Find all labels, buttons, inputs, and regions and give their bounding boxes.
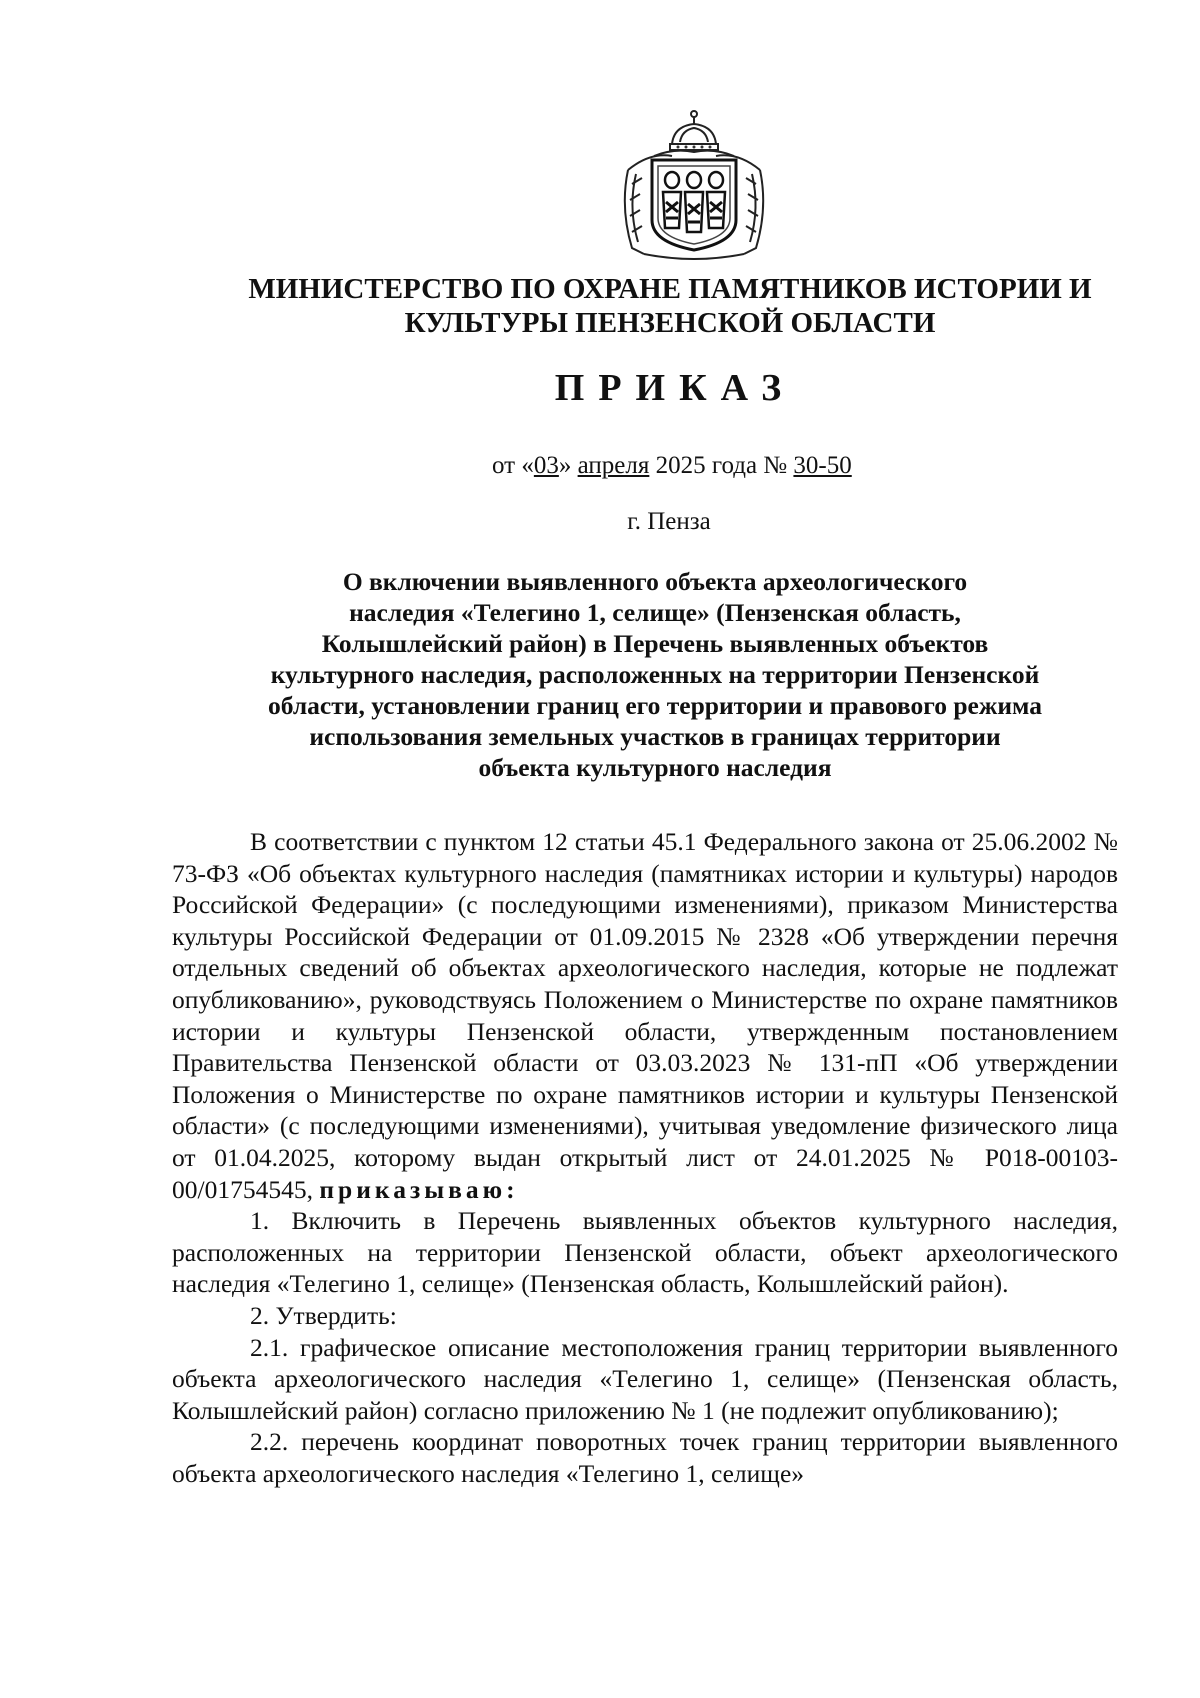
title-line: культурного наследия, расположенных на территории Пензенской — [270, 660, 1040, 689]
item-1: 1. Включить в Перечень выявленных объектов культурного наследия, расположенных на территории Пензенской области, объект археологического наследия «Телегино 1, селище» (Пензенская область, Колышлейский район). — [172, 1206, 1118, 1299]
order-date-line — [492, 452, 852, 480]
preamble-paragraph — [172, 826, 1118, 1205]
title-line: области, установлении границ его территории и правового режима — [268, 691, 1042, 720]
city-name: г. Пенза — [627, 508, 711, 535]
coat-of-arms-icon — [614, 108, 774, 260]
date-prefix: от « — [492, 452, 534, 479]
ministry-name — [240, 272, 1100, 340]
date-sep-2: 2025 года № — [649, 452, 794, 479]
item-2-1: 2.1. графическое описание местоположения границ территории выявленного объекта археологического наследия «Телегино 1, селище» (Пензенская область, Колышлейский район) согласно приложению № 1 (не подлежит опубликованию); — [172, 1332, 1118, 1425]
title-line: О включении выявленного объекта археологического — [342, 567, 968, 596]
ministry-name-line-1: МИНИСТЕРСТВО ПО ОХРАНЕ ПАМЯТНИКОВ ИСТОРИИ И — [248, 273, 1092, 305]
ministry-name-line-2: КУЛЬТУРЫ ПЕНЗЕНСКОЙ ОБЛАСТИ — [404, 307, 936, 339]
date-day: 03 — [533, 452, 559, 479]
preamble-text: В соответствии с пунктом 12 статьи 45.1 Федерального закона от 25.06.2002 № 73-ФЗ «Об объектах культурного наследия (памятниках истории и культуры) народов Российской Федерации» (с последующими изменениями), приказом Министерства культуры Российской Федерации от 01.09.2015 № 2328 «Об утверждении перечня отдельных сведений об объектах археологического наследия, которые не подлежат опубликованию», руководствуясь Положением о Министерстве по охране памятников истории и культуры Пензенской области, утвержденным постановлением Правительства Пензенской области от 03.03.2023 № 131-пП «Об утверждении Положения о Министерстве по охране памятников истории и культуры Пензенской области» (с последующими изменениями), учитывая уведомление физического лица от 01.04.2025, которому выдан открытый лист от 24.01.2025 № Р018-00103-00/01754545, — [172, 827, 1118, 1204]
order-word: приказываю: — [319, 1174, 519, 1204]
order-number: 30-50 — [793, 452, 852, 479]
document-type-heading: ПРИКАЗ — [554, 367, 796, 409]
item-2: 2. Утвердить: — [250, 1300, 397, 1330]
title-line: объекта культурного наследия — [478, 753, 832, 782]
date-sep-1: » — [558, 452, 578, 479]
order-title — [198, 566, 1112, 783]
title-line: использования земельных участков в границах территории — [309, 722, 1001, 751]
date-month: апреля — [577, 452, 650, 479]
order-body — [172, 826, 1118, 1489]
title-line: Колышлейский район) в Перечень выявленных объектов — [321, 629, 989, 658]
item-2-2: 2.2. перечень координат поворотных точек границ территории выявленного объекта археологического наследия «Телегино 1, селище» — [172, 1427, 1118, 1488]
title-line: наследия «Телегино 1, селище» (Пензенская область, — [349, 598, 961, 627]
